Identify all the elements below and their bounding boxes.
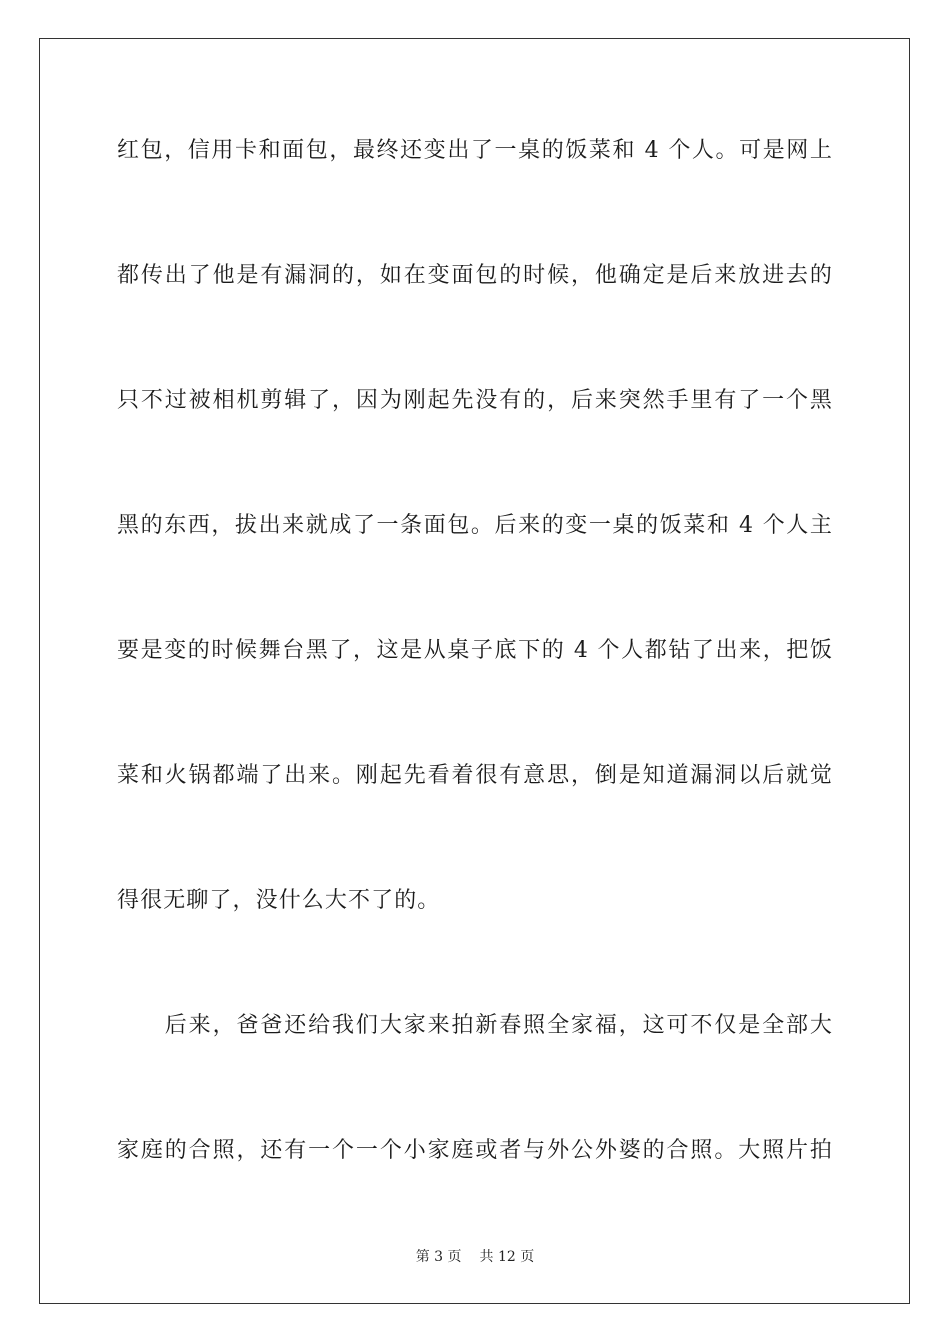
body-text-line: 只不过被相机剪辑了，因为刚起先没有的，后来突然手里有了一个黑: [117, 388, 833, 413]
body-text-line: 要是变的时候舞台黑了，这是从桌子底下的 4 个人都钻了出来，把饭: [117, 638, 833, 663]
body-text-line: 都传出了他是有漏洞的，如在变面包的时候，他确定是后来放进去的: [117, 263, 833, 288]
page-total: 共 12 页: [479, 1249, 535, 1265]
body-text-line: 黑的东西，拔出来就成了一条面包。后来的变一桌的饭菜和 4 个人主: [117, 513, 833, 538]
page-footer: [0, 1248, 950, 1266]
body-text-line: 后来，爸爸还给我们大家来拍新春照全家福，这可不仅是全部大: [117, 1013, 833, 1038]
body-text-line: 家庭的合照，还有一个一个小家庭或者与外公外婆的合照。大照片拍: [117, 1138, 833, 1163]
body-text-line: 菜和火锅都端了出来。刚起先看着很有意思，倒是知道漏洞以后就觉: [117, 763, 833, 788]
body-text-line: 得很无聊了，没什么大不了的。: [117, 888, 441, 913]
page-number: 第 3 页: [415, 1249, 462, 1265]
page-border: [39, 38, 910, 1304]
body-text-line: 红包，信用卡和面包，最终还变出了一桌的饭菜和 4 个人。可是网上: [117, 138, 833, 163]
